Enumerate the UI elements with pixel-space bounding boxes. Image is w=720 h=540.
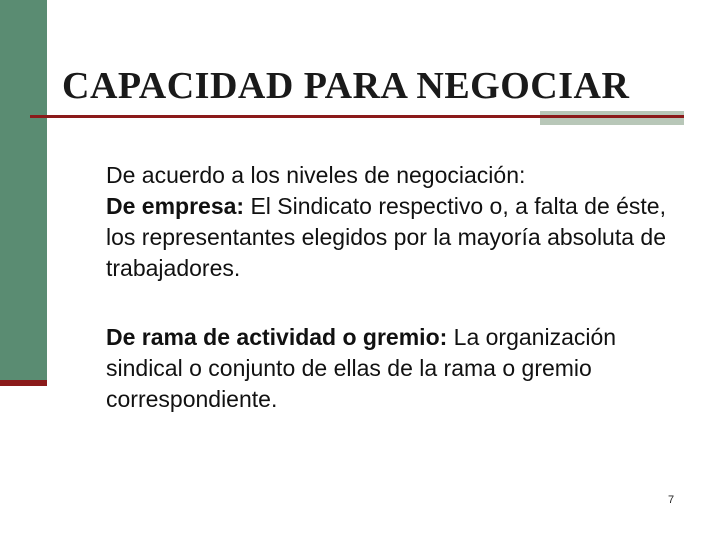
rama-text: La organización sindical o conjunto de ellas de la rama o gremio correspondiente. xyxy=(106,324,617,412)
left-bar-accent-line xyxy=(0,380,47,386)
slide-body xyxy=(106,160,696,415)
slide-title: CAPACIDAD PARA NEGOCIAR xyxy=(62,65,630,107)
title-rule-accent-block xyxy=(540,111,684,125)
left-decorative-bar xyxy=(0,0,47,386)
title-underline xyxy=(30,115,684,118)
rama-paragraph xyxy=(106,322,696,415)
empresa-paragraph xyxy=(106,191,696,284)
page-number: 7 xyxy=(668,494,675,506)
empresa-label: De empresa: xyxy=(106,193,245,219)
intro-paragraph: De acuerdo a los niveles de negociación: xyxy=(106,162,526,188)
empresa-text: El Sindicato respectivo o, a falta de éste, los representantes elegidos por la mayoría absoluta de trabajadores. xyxy=(106,193,667,281)
rama-label: De rama de actividad o gremio: xyxy=(106,324,448,350)
